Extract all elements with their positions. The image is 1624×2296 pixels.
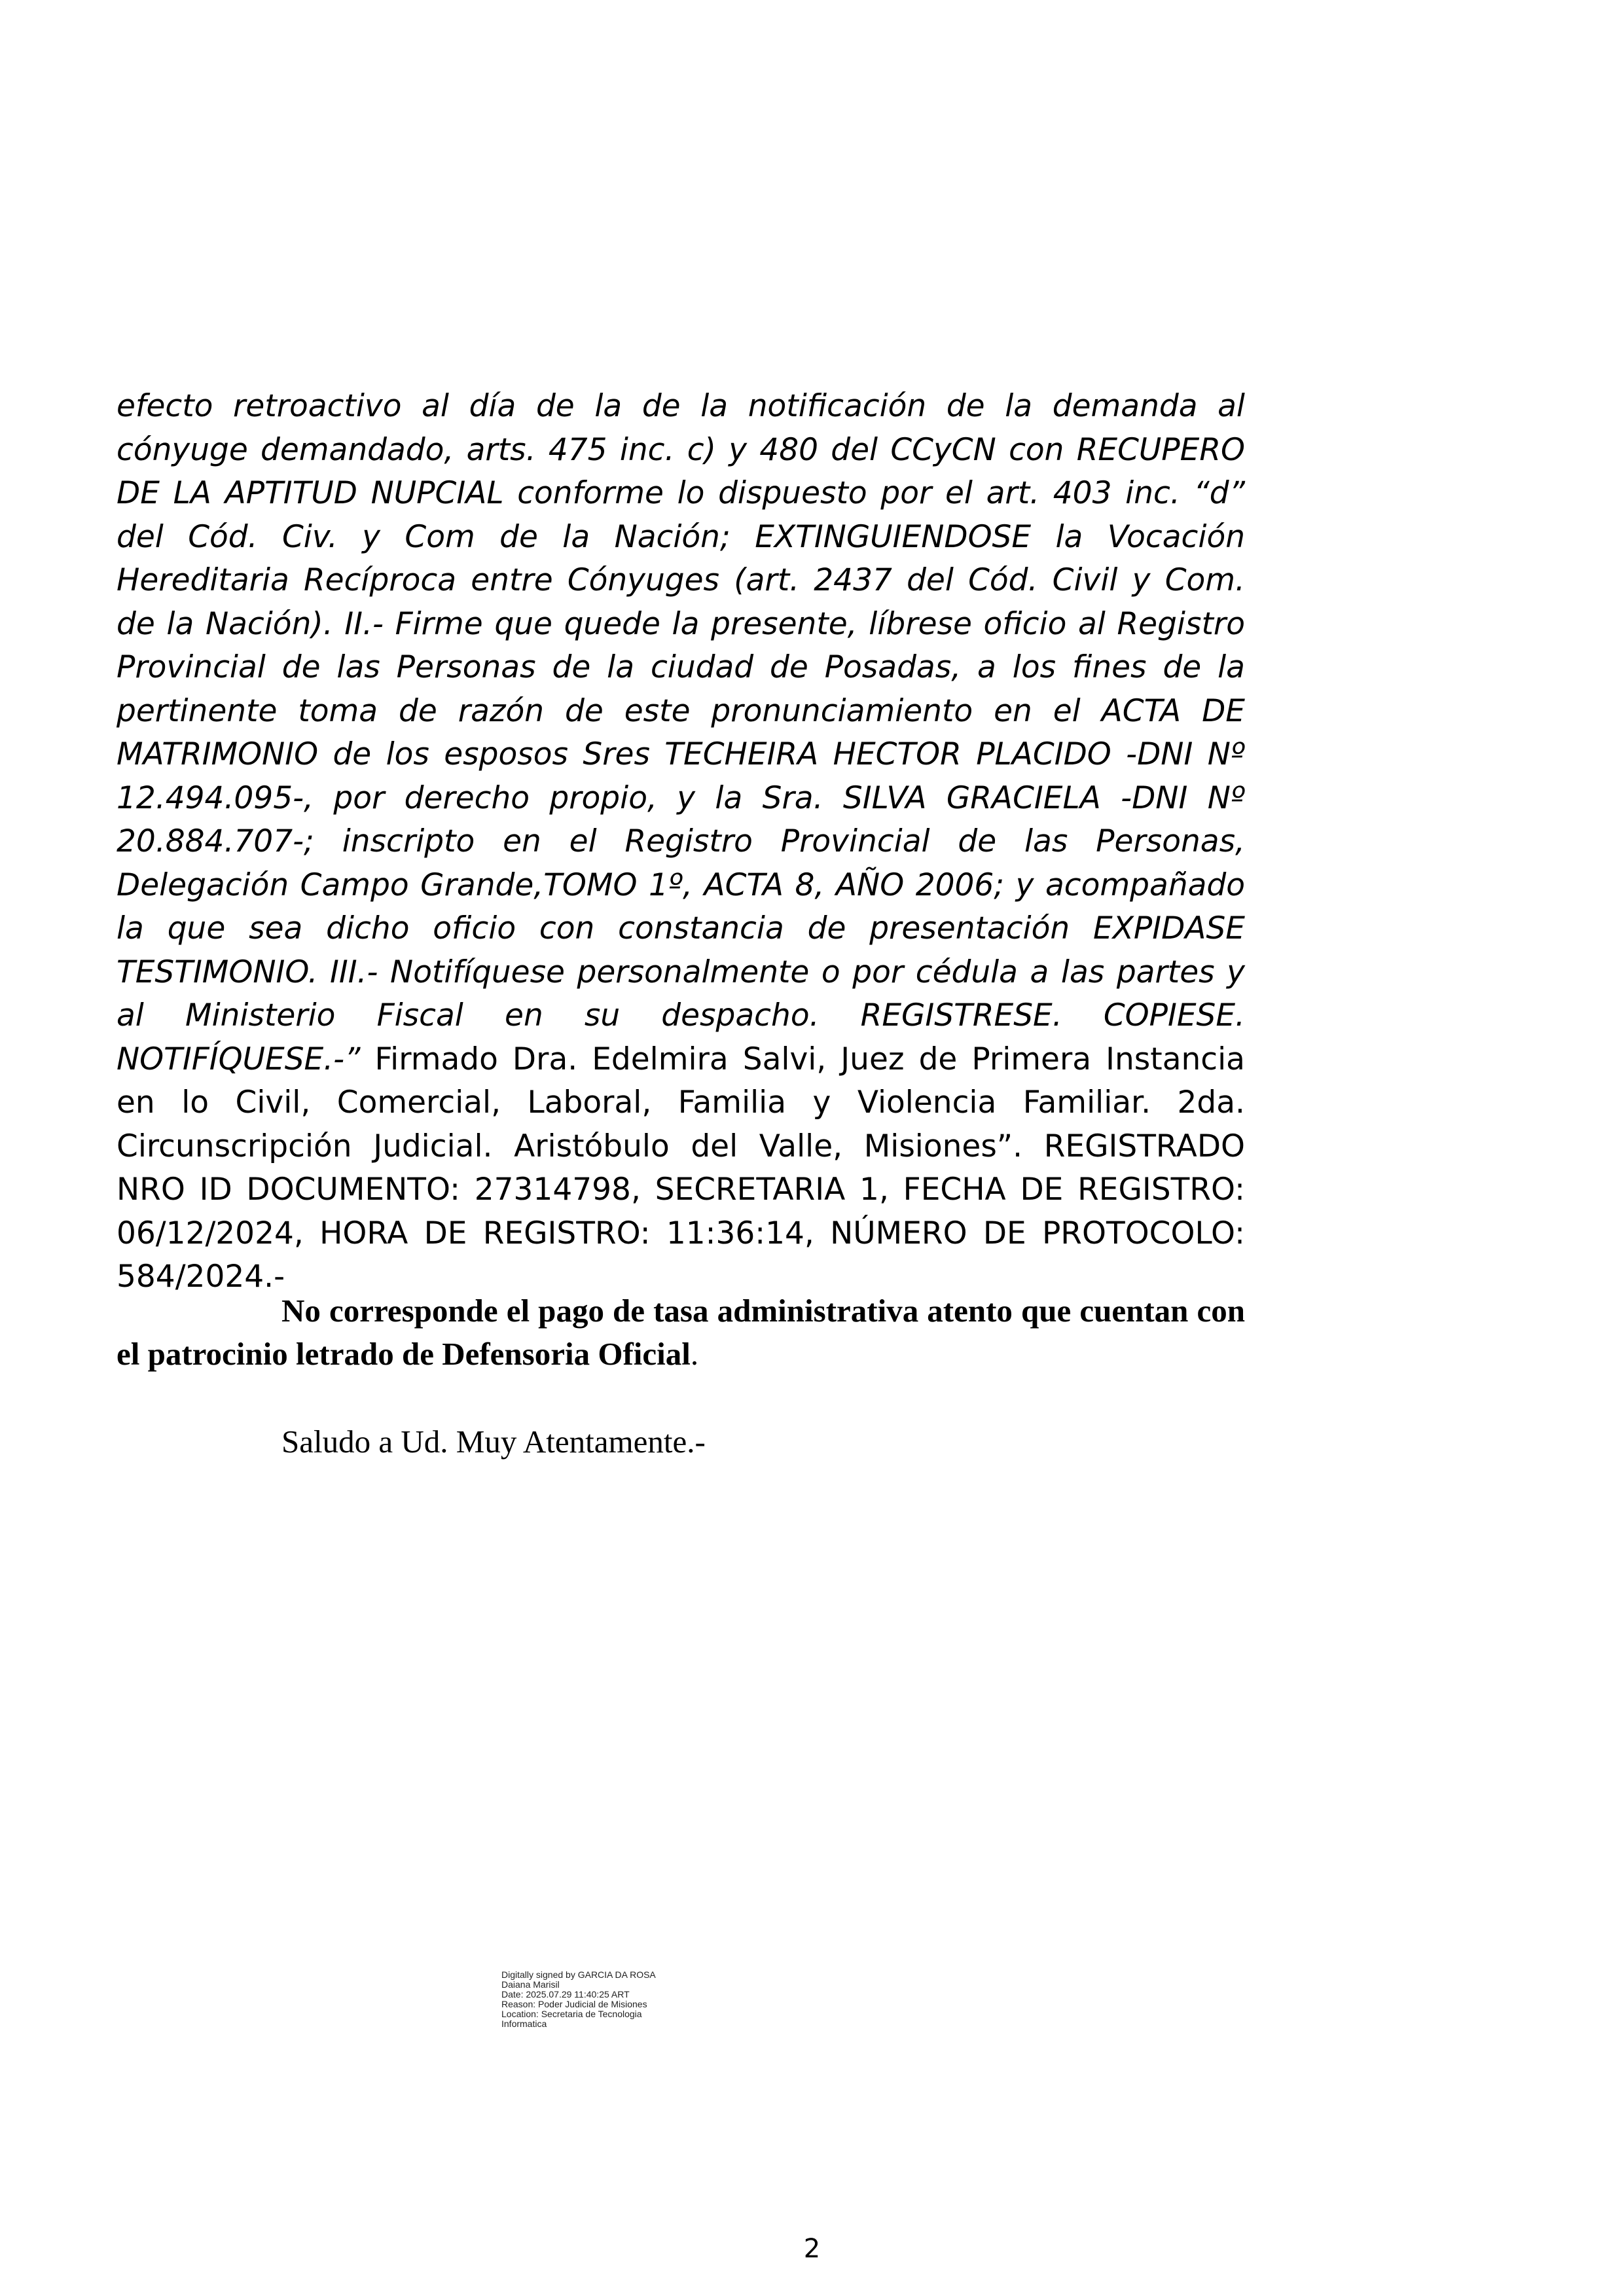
fee-note-period: . xyxy=(690,1336,699,1372)
signature-line: Reason: Poder Judicial de Misiones xyxy=(501,1999,647,2009)
resolution-text xyxy=(117,385,1245,1299)
resolution-signature-text: Firmado Dra. Edelmira Salvi, Juez de Primera Instancia en lo Civil, Comercial, Laboral, Familia y Violencia Familiar. 2da. Circunscripción Judicial. Aristóbulo del Valle, Misiones”. REGISTRADO NRO ID DOCUMENTO: 27314798, SECRETARIA 1, FECHA DE REGISTRO: 06/12/2024, HORA DE REGISTRO: 11:36:14, NÚMERO DE PROTOCOLO: 584/2024.- xyxy=(117,1041,1245,1295)
signature-line: Daiana Marisil xyxy=(501,1979,560,1990)
resolution-italic-text: efecto retroactivo al día de la de la notificación de la demanda al cónyuge demandado, arts. 475 inc. c) y 480 del CCyCN con RECUPERO DE LA APTITUD NUPCIAL conforme lo dispuesto por el art. 403 inc. “d” del Cód. Civ. y Com de la Nación; EXTINGUIENDOSE la Vocación Hereditaria Recíproca entre Cónyuges (art. 2437 del Cód. Civil y Com. de la Nación). II.- Firme que quede la presente, líbrese oficio al Registro Provincial de las Personas de la ciudad de Posadas, a los fines de la pertinente toma de razón de este pronunciamiento en el ACTA DE MATRIMONIO de los esposos Sres TECHEIRA HECTOR PLACIDO -DNI Nº 12.494.095-, por derecho propio, y la Sra. SILVA GRACIELA -DNI Nº 20.884.707-; inscripto en el Registro Provincial de las Personas, Delegación Campo Grande,TOMO 1º, ACTA 8, AÑO 2006; y acompañado la que sea dicho oficio con constancia de presentación EXPIDASE TESTIMONIO. III.- Notifíquese personalmente o por cédula a las partes y al Ministerio Fiscal en su despacho. REGISTRESE. COPIESE. NOTIFÍQUESE.-” xyxy=(117,388,1245,1077)
closing-salutation: Saludo a Ud. Muy Atentamente.- xyxy=(281,1424,706,1460)
fee-note-bold-text: No corresponde el pago de tasa administrativa atento que cuentan con el patrocinio letrado de Defensoria Oficial xyxy=(117,1293,1245,1372)
signature-line: Date: 2025.07.29 11:40:25 ART xyxy=(501,1989,630,2000)
signature-line: Informatica xyxy=(501,2018,547,2029)
signature-line: Digitally signed by GARCIA DA ROSA xyxy=(501,1969,656,1980)
page-number: 2 xyxy=(803,2234,821,2264)
fee-note-paragraph xyxy=(117,1289,1245,1376)
signature-line: Location: Secretaria de Tecnologia xyxy=(501,2009,642,2019)
digital-signature-stamp xyxy=(501,1970,698,2029)
